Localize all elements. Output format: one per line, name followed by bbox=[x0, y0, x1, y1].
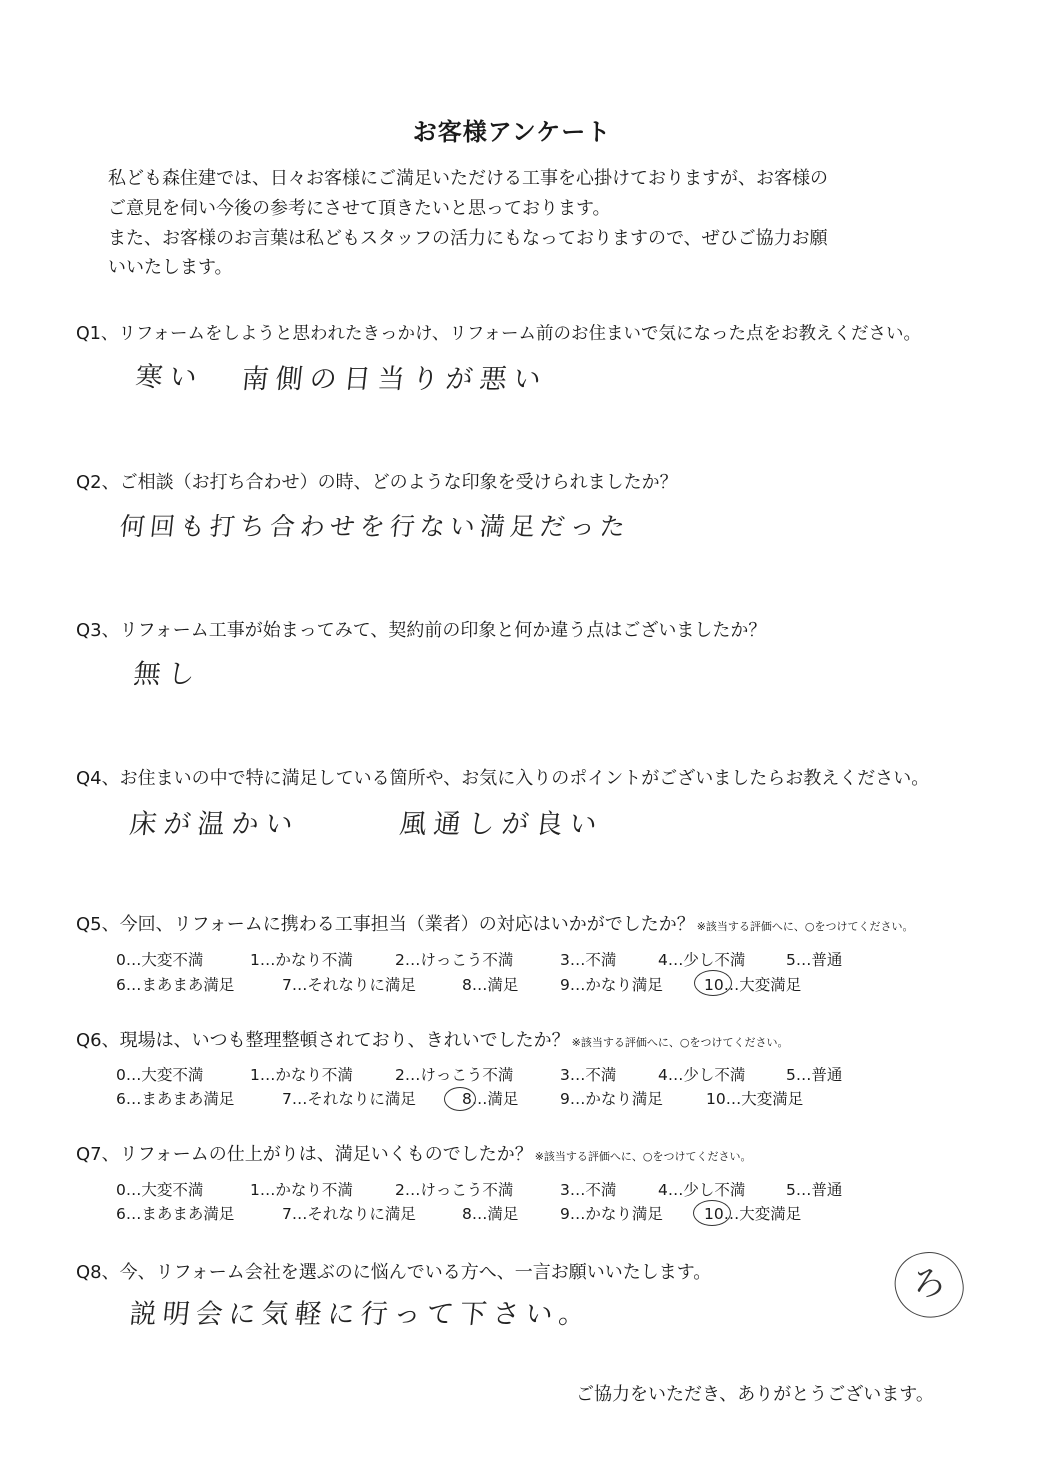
q5-option-4: 4…少し不満 bbox=[658, 951, 746, 969]
q5-option-9: 9…かなり満足 bbox=[560, 976, 663, 994]
page-title: お客様アンケート bbox=[412, 118, 612, 146]
intro-line-4: いいたします。 bbox=[108, 257, 233, 278]
answer-q1-2: 南側の日当りが悪い bbox=[240, 364, 550, 395]
q7-option-4: 4…少し不満 bbox=[658, 1181, 746, 1199]
intro-line-1: 私ども森住建では、日々お客様にご満足いただける工事を心掛けておりますが、お客様の bbox=[108, 168, 828, 189]
intro-line-2: ご意見を伺い今後の参考にさせて頂きたいと思っております。 bbox=[108, 198, 611, 219]
q7-option-6: 6…まあまあ満足 bbox=[116, 1205, 235, 1223]
q7-selection-circle bbox=[693, 1200, 731, 1226]
q6-option-1: 1…かなり不満 bbox=[250, 1066, 353, 1084]
q7-option-5: 5…普通 bbox=[786, 1181, 843, 1199]
q7-option-1: 1…かなり不満 bbox=[250, 1181, 353, 1199]
q6-option-6: 6…まあまあ満足 bbox=[116, 1090, 235, 1108]
answer-q8: 説明会に気軽に行って下さい。 bbox=[128, 1299, 594, 1330]
answer-q2: 何回も打ち合わせを行ない満足だった bbox=[118, 512, 632, 541]
q7-option-0: 0…大変不満 bbox=[116, 1181, 204, 1199]
question-q5-label: Q5、今回、リフォームに携わる工事担当（業者）の対応はいかがでしたか？ bbox=[76, 914, 695, 935]
q6-option-3: 3…不満 bbox=[560, 1066, 617, 1084]
q5-option-8: 8…満足 bbox=[462, 976, 519, 994]
answer-q1-1: 寒い bbox=[134, 362, 206, 393]
q5-option-2: 2…けっこう不満 bbox=[395, 951, 514, 969]
q6-selection-circle bbox=[444, 1087, 476, 1111]
q6-option-7: 7…それなりに満足 bbox=[282, 1090, 416, 1108]
question-q7 bbox=[76, 1140, 752, 1166]
q7-option-7: 7…それなりに満足 bbox=[282, 1205, 416, 1223]
q5-selection-circle bbox=[694, 970, 732, 996]
q5-option-5: 5…普通 bbox=[786, 951, 843, 969]
question-q5-note: ※該当する評価へに、○をつけてください。 bbox=[696, 920, 914, 933]
answer-q4-2: 風通しが良い bbox=[398, 809, 606, 840]
question-q6-note: ※該当する評価へに、○をつけてください。 bbox=[571, 1036, 789, 1049]
handwritten-stamp-mark: ろ bbox=[889, 1246, 969, 1325]
q7-option-8: 8…満足 bbox=[462, 1205, 519, 1223]
question-q7-label: Q7、リフォームの仕上がりは、満足いくものでしたか？ bbox=[76, 1144, 533, 1165]
question-q7-note: ※該当する評価へに、○をつけてください。 bbox=[534, 1150, 752, 1163]
question-q2: Q2、ご相談（お打ち合わせ）の時、どのような印象を受けられましたか？ bbox=[76, 472, 678, 493]
question-q5 bbox=[76, 910, 914, 936]
q5-option-6: 6…まあまあ満足 bbox=[116, 976, 235, 994]
q7-option-9: 9…かなり満足 bbox=[560, 1205, 663, 1223]
answer-q4-1: 床が温かい bbox=[128, 809, 302, 840]
q5-option-1: 1…かなり不満 bbox=[250, 951, 353, 969]
q5-option-10: 10…大変満足 bbox=[704, 976, 802, 994]
q6-option-5: 5…普通 bbox=[786, 1066, 843, 1084]
question-q6 bbox=[76, 1026, 788, 1052]
q5-option-7: 7…それなりに満足 bbox=[282, 976, 416, 994]
q7-option-2: 2…けっこう不満 bbox=[395, 1181, 514, 1199]
question-q8: Q8、今、リフォーム会社を選ぶのに悩んでいる方へ、一言お願いいたします。 bbox=[76, 1262, 712, 1283]
q6-option-0: 0…大変不満 bbox=[116, 1066, 204, 1084]
intro-line-3: また、お客様のお言葉は私どもスタッフの活力にもなっておりますので、ぜひご協力お願 bbox=[108, 228, 828, 249]
q7-option-3: 3…不満 bbox=[560, 1181, 617, 1199]
question-q6-label: Q6、現場は、いつも整理整頓されており、きれいでしたか？ bbox=[76, 1030, 570, 1051]
q7-option-10: 10…大変満足 bbox=[704, 1205, 802, 1223]
question-q4: Q4、お住まいの中で特に満足している箇所や、お気に入りのポイントがございましたらお教えください。 bbox=[76, 768, 930, 789]
q6-option-8: 8…満足 bbox=[462, 1090, 519, 1108]
q5-option-0: 0…大変不満 bbox=[116, 951, 204, 969]
answer-q3: 無し bbox=[132, 659, 204, 690]
q6-option-10: 10…大変満足 bbox=[706, 1090, 804, 1108]
q5-option-3: 3…不満 bbox=[560, 951, 617, 969]
question-q1: Q1、リフォームをしようと思われたきっかけ、リフォーム前のお住まいで気になった点をお教えください。 bbox=[76, 324, 921, 344]
question-q3: Q3、リフォーム工事が始まってみて、契約前の印象と何か違う点はございましたか？ bbox=[76, 620, 767, 641]
closing-message: ご協力をいただき、ありがとうございます。 bbox=[576, 1384, 934, 1405]
q6-option-4: 4…少し不満 bbox=[658, 1066, 746, 1084]
q6-option-2: 2…けっこう不満 bbox=[395, 1066, 514, 1084]
q6-option-9: 9…かなり満足 bbox=[560, 1090, 663, 1108]
